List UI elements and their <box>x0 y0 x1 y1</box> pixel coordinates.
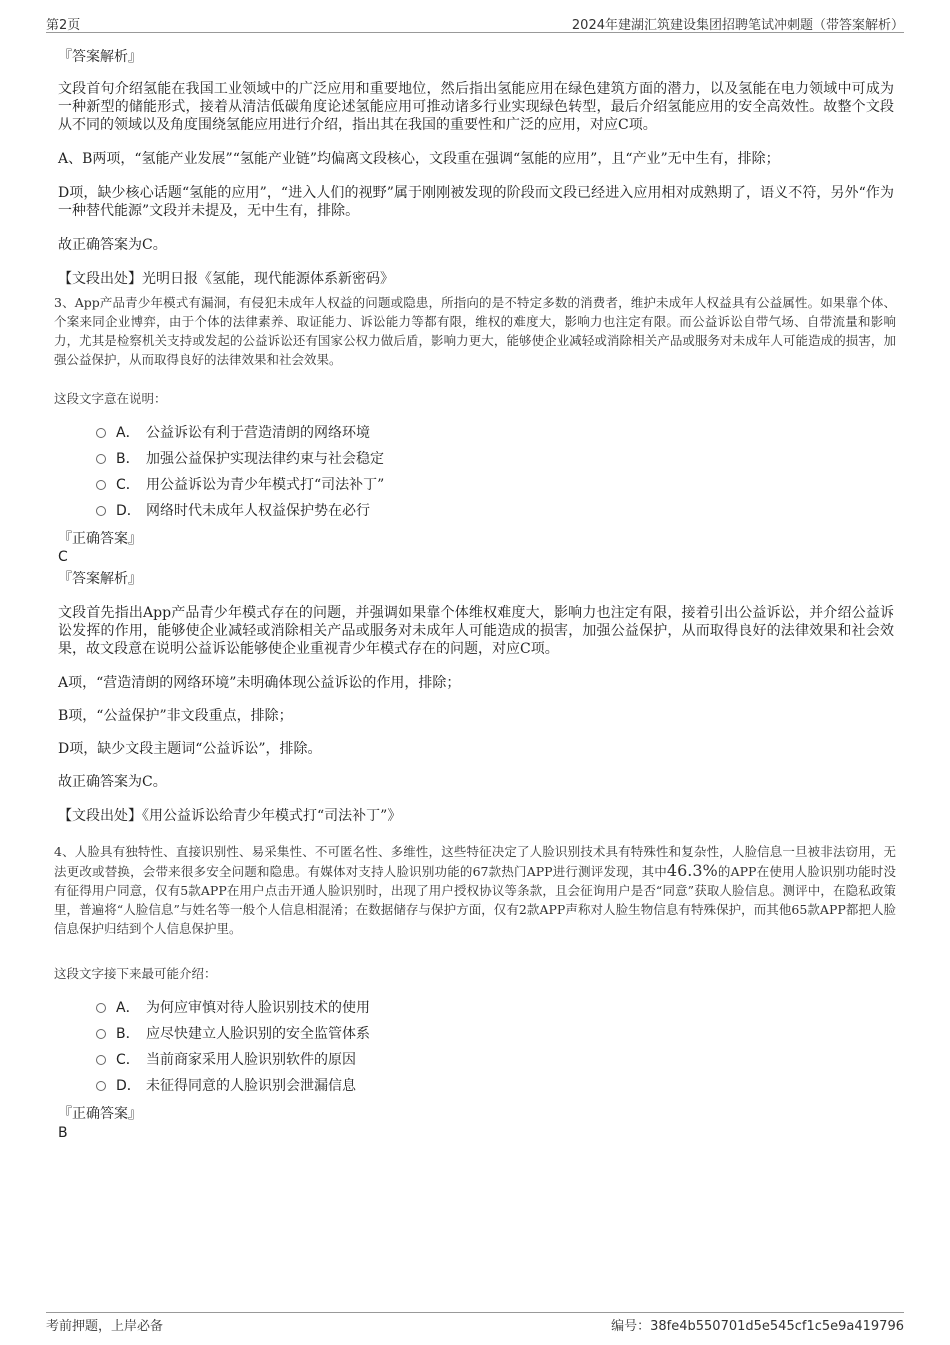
q3-option-b[interactable]: B． 加强公益保护实现法律约束与社会稳定 <box>96 450 384 468</box>
q4-correct-label: 『正确答案』 <box>58 1106 142 1122</box>
q4-option-c[interactable]: C． 当前商家采用人脸识别软件的原因 <box>96 1051 356 1069</box>
q3-analysis-conclusion: 故正确答案为C。 <box>58 774 167 790</box>
q2-source: 【文段出处】光明日报《氢能，现代能源体系新密码》 <box>58 271 394 287</box>
q3-analysis-para2: A项，“营造清朗的网络环境”未明确体现公益诉讼的作用，排除； <box>58 675 461 691</box>
q3-option-d[interactable]: D． 网络时代未成年人权益保护势在必行 <box>96 502 370 520</box>
radio-icon[interactable] <box>96 428 106 438</box>
radio-icon[interactable] <box>96 1029 106 1039</box>
q4-correct-answer: B <box>58 1125 68 1141</box>
q3-analysis-para3: B项，“公益保护”非文段重点，排除； <box>58 708 293 724</box>
q3-option-a[interactable]: A． 公益诉讼有利于营造清朗的网络环境 <box>96 424 370 442</box>
radio-icon[interactable] <box>96 454 106 464</box>
q3-option-c[interactable]: C． 用公益诉讼为青少年模式打“司法补丁” <box>96 476 384 494</box>
q3-source: 【文段出处】《用公益诉讼给青少年模式打“司法补丁”》 <box>58 808 402 824</box>
radio-icon[interactable] <box>96 1003 106 1013</box>
q4-stem: 这段文字接下来最可能介绍： <box>54 966 217 981</box>
q2-analysis-para2: A、B两项，“氢能产业发展”“氢能产业链”均偏离文段核心，文段重在强调“氢能的应用”，且“产业”无中生有，排除； <box>58 151 780 167</box>
q4-option-d[interactable]: D． 未征得同意的人脸识别会泄漏信息 <box>96 1077 356 1095</box>
q3-correct-label: 『正确答案』 <box>58 531 142 547</box>
q4-question-text: 4、人脸具有独特性、直接识别性、易采集性、不可匿名性、多维性，这些特征决定了人脸识别技术具有特殊性和复杂性，人脸信息一旦被非法窃用，无法更改或替换，会带来很多安全问题和隐患。有媒体对支持人脸识别功能的67款热门APP进行测评发现，其中46.3%的APP在使用人脸识别功能时没有征得用户同意，仅有5款APP在用户点击开通人脸识别时，出现了用户授权协议等条款，且会征询用户是否“同意”获取人脸信息。测评中，在隐私政策里，普遍将“人脸信息”与姓名等一般个人信息相混淆；在数据储存与保护方面，仅有2款APP声称对人脸生物信息有特殊保护，而其他65款APP都把人脸信息保护归结到个人信息保护里。 <box>54 844 896 936</box>
q3-correct-answer: C <box>58 549 68 565</box>
document-title: 2024年建湖汇筑建设集团招聘笔试冲刺题（带答案解析） <box>571 18 904 33</box>
q4-percent: 46.3% <box>666 861 718 880</box>
page-header <box>46 14 904 33</box>
q3-analysis-para4: D项，缺少文段主题词“公益诉讼”，排除。 <box>58 741 322 757</box>
q3-analysis-para1: 文段首先指出App产品青少年模式存在的问题，并强调如果靠个体维权难度大，影响力也注定有限，接着引出公益诉讼，并介绍公益诉讼发挥的作用，能够使企业减轻或消除相关产品或服务对未成年人可能造成的损害，加强公益保护，从而取得良好的法律效果和社会效果，故文段意在说明公益诉讼能够使企业重视青少年模式存在的问题，对应C项。 <box>58 605 894 657</box>
radio-icon[interactable] <box>96 506 106 516</box>
page-footer <box>46 1312 904 1333</box>
q2-analysis-para1: 文段首句介绍氢能在我国工业领域中的广泛应用和重要地位，然后指出氢能应用在绿色建筑方面的潜力，以及氢能在电力领域中可成为一种新型的储能形式，接着从清洁低碳角度论述氢能应用可推动诸多行业实现绿色转型，最后介绍氢能应用的安全高效性。故整个文段从不同的领域以及角度围绕氢能应用进行介绍，指出其在我国的重要性和广泛的应用，对应C项。 <box>58 81 894 133</box>
q2-analysis-conclusion: 故正确答案为C。 <box>58 237 167 253</box>
q4-option-b[interactable]: B． 应尽快建立人脸识别的安全监管体系 <box>96 1025 370 1043</box>
footer-slogan: 考前押题，上岸必备 <box>46 1319 164 1334</box>
radio-icon[interactable] <box>96 1081 106 1091</box>
q4-option-a[interactable]: A． 为何应审慎对待人脸识别技术的使用 <box>96 999 370 1017</box>
radio-icon[interactable] <box>96 1055 106 1065</box>
q3-question-text: 3、App产品青少年模式有漏洞，有侵犯未成年人权益的问题或隐患，所指向的是不特定多数的消费者，维护未成年人权益具有公益属性。如果靠个体、个案来同企业博弈，由于个体的法律素养、取证能力、诉讼能力等都有限，维权的难度大，影响力也注定有限。而公益诉讼自带气场、自带流量和影响力，尤其是检察机关支持或发起的公益诉讼还有国家公权力做后盾，影响力更大，能够使企业减轻或消除相关产品或服务对未成年人可能造成的损害，加强公益保护，从而取得良好的法律效果和社会效果。 <box>54 295 896 367</box>
radio-icon[interactable] <box>96 480 106 490</box>
page-number: 第2页 <box>46 18 81 33</box>
q2-analysis-para3: D项，缺少核心话题“氢能的应用”，“进入人们的视野”属于刚刚被发现的阶段而文段已经进入应用相对成熟期了，语义不符，另外“作为一种替代能源”文段并未提及，无中生有，排除。 <box>58 185 894 219</box>
document-code: 编号：38fe4b550701d5e545cf1c5e9a419796 <box>611 1319 904 1334</box>
q3-analysis-label: 『答案解析』 <box>58 571 142 587</box>
q2-analysis-label: 『答案解析』 <box>58 49 142 65</box>
q3-stem: 这段文字意在说明： <box>54 391 167 406</box>
